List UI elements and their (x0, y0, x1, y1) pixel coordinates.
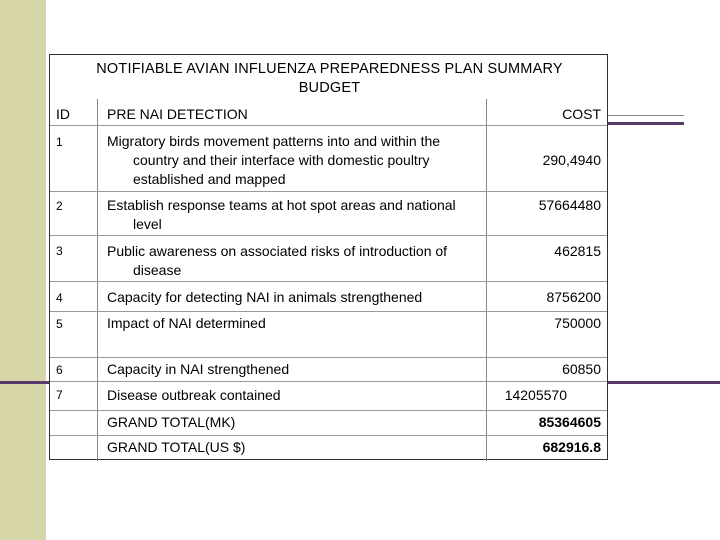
row-description (107, 288, 487, 307)
row-description-text: Capacity for detecting NAI in animals strengthened (107, 289, 423, 305)
grand-total-usd-label: GRAND TOTAL(US $) (107, 439, 246, 455)
row-description (107, 196, 487, 234)
row-id: 5 (56, 317, 63, 331)
row-divider (50, 410, 607, 411)
row-divider (50, 381, 607, 382)
row-cost: 57664480 (538, 197, 601, 213)
row-divider (50, 191, 607, 192)
row-description-text: Disease outbreak contained (107, 387, 281, 403)
grand-total-usd-value: 682916.8 (542, 439, 601, 455)
header-id: ID (56, 106, 70, 122)
row-description (107, 386, 487, 405)
col-divider-id (97, 99, 98, 461)
row-description-text: Public awareness on associated risks of introduction of disease (107, 243, 448, 278)
row-description-text: Capacity in NAI strengthened (107, 361, 290, 377)
row-description (107, 242, 487, 280)
grand-total-mk-label: GRAND TOTAL(MK) (107, 414, 236, 430)
title-line-2: BUDGET (298, 80, 361, 96)
row-id: 7 (56, 388, 63, 402)
decorative-rule-right (600, 122, 684, 125)
row-cost: 290,4940 (542, 152, 601, 168)
row-divider (50, 125, 607, 126)
decorative-left-band (0, 0, 46, 540)
row-divider (50, 235, 607, 236)
grand-total-mk-value: 85364605 (538, 414, 601, 430)
row-divider (50, 281, 607, 282)
row-description-text: Migratory birds movement patterns into and within the country and their interface with domestic poultry established and mapped (107, 133, 441, 187)
row-id: 3 (56, 244, 63, 258)
row-description-text: Impact of NAI determined (107, 315, 266, 331)
row-description-text: Establish response teams at hot spot areas and national level (107, 197, 456, 232)
row-cost: 750000 (554, 315, 601, 331)
row-divider (50, 435, 607, 436)
row-id: 2 (56, 199, 63, 213)
header-cost: COST (562, 106, 601, 122)
table-title (50, 60, 609, 98)
row-cost: 462815 (554, 243, 601, 259)
row-id: 6 (56, 363, 63, 377)
row-cost: 60850 (562, 361, 601, 377)
row-id: 1 (56, 135, 63, 149)
row-id: 4 (56, 291, 63, 305)
row-cost: 14205570 (504, 387, 567, 403)
title-line-1: NOTIFIABLE AVIAN INFLUENZA PREPAREDNESS PLAN SUMMARY (96, 61, 563, 77)
row-cost: 8756200 (546, 289, 601, 305)
row-description (107, 132, 487, 189)
header-activity: PRE NAI DETECTION (107, 106, 248, 122)
row-description (107, 314, 487, 333)
budget-table (49, 54, 608, 460)
row-divider (50, 311, 607, 312)
row-divider (50, 357, 607, 358)
row-description (107, 360, 487, 379)
